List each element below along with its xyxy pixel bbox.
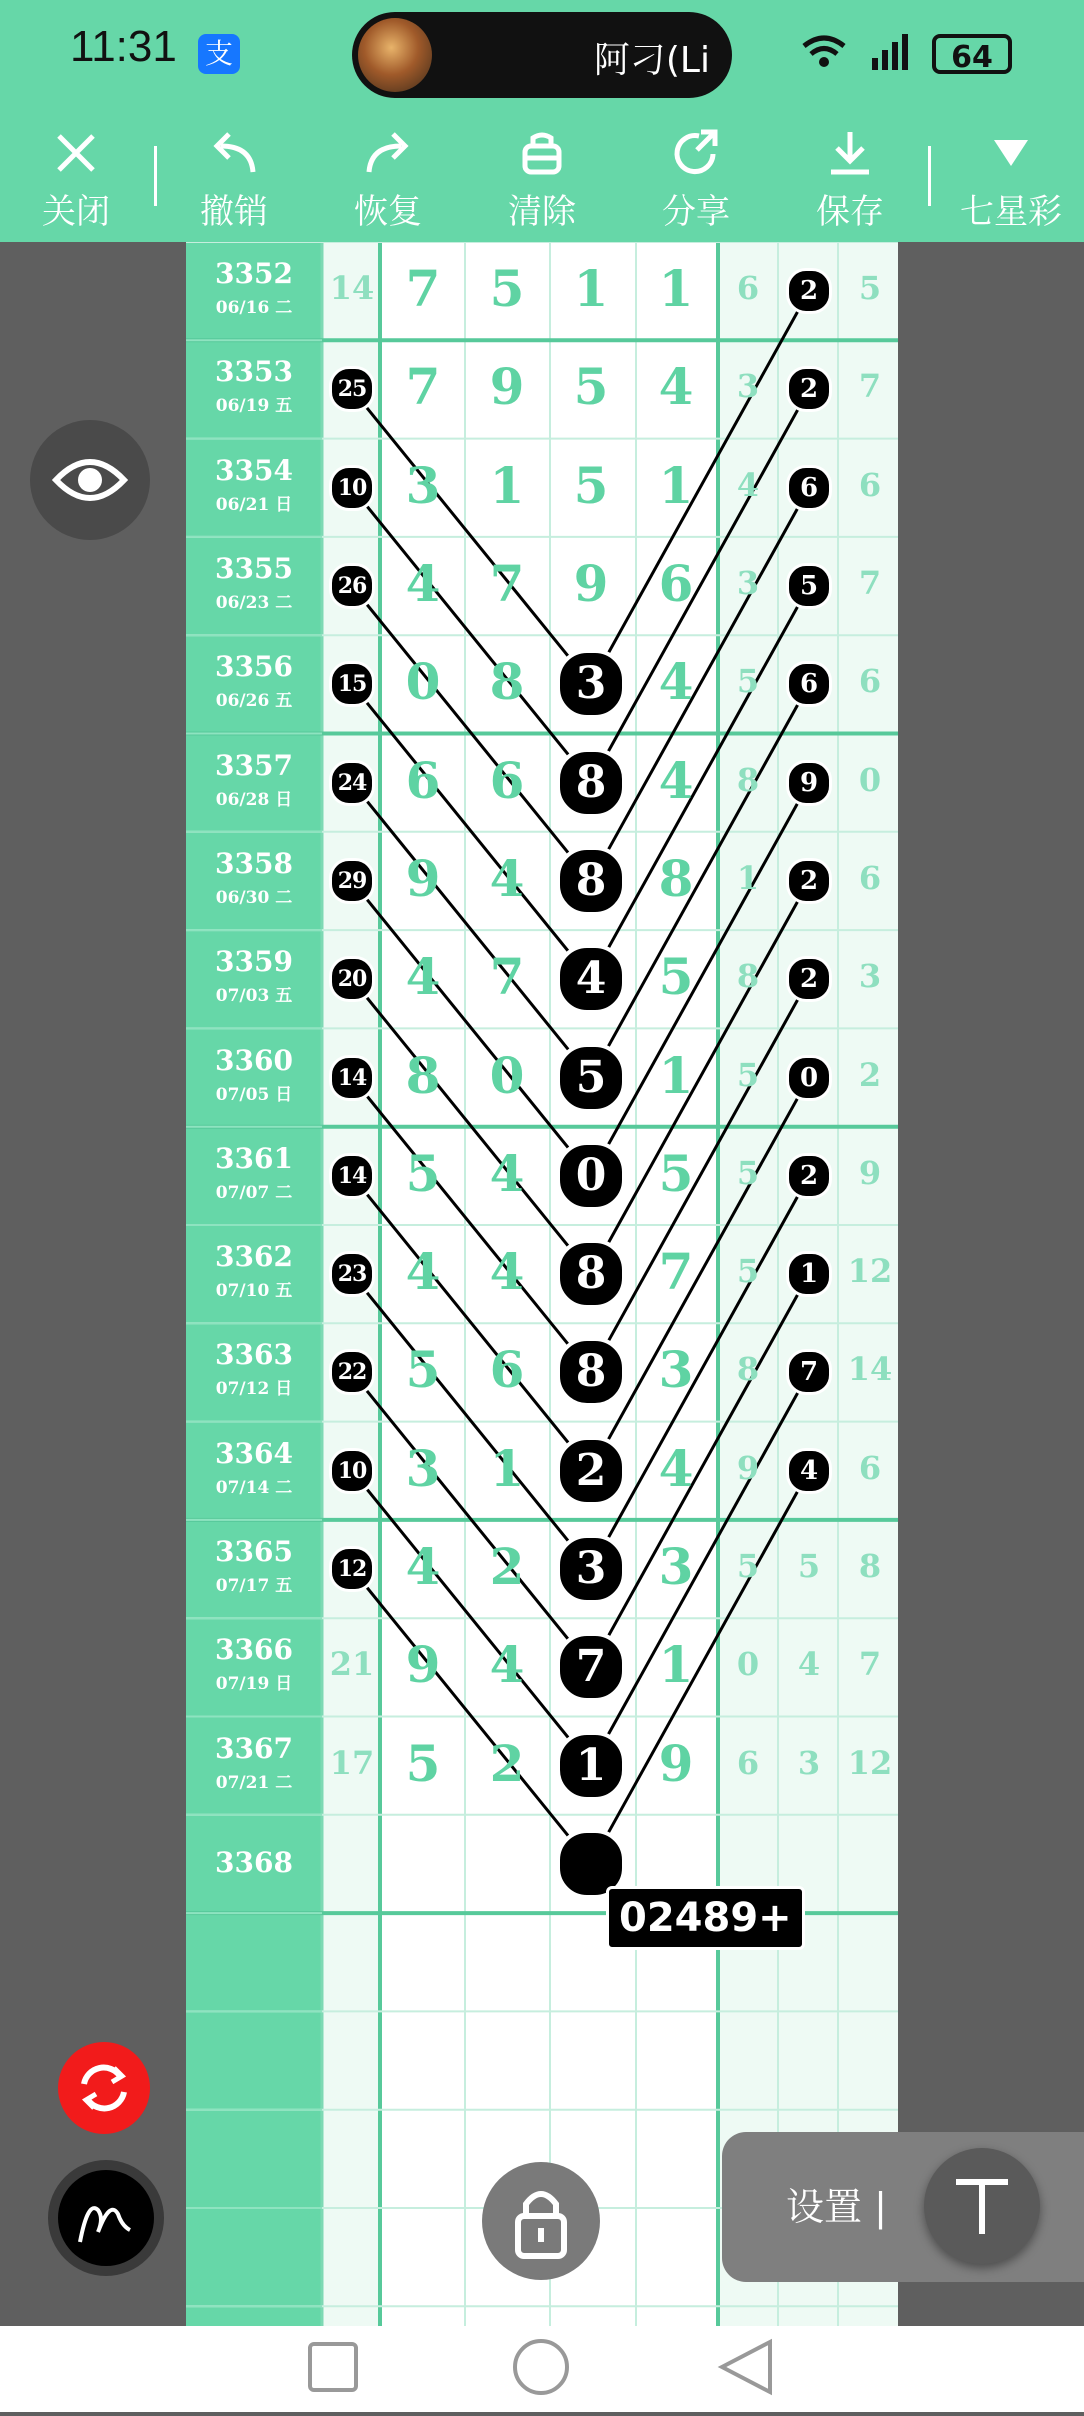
period-number: 3363 [215, 1338, 293, 1372]
grid-cell: 1 [736, 858, 760, 897]
grid-cell: 9 [858, 1153, 882, 1192]
back-icon[interactable] [722, 2342, 770, 2392]
grid-cell: 3 [658, 1537, 694, 1597]
grid-cell: 5 [736, 1547, 760, 1586]
grid-cell: 0 [858, 760, 882, 799]
close-button[interactable] [16, 118, 136, 238]
grid-cell: 5 [797, 1547, 821, 1586]
grid-cell: 2 [858, 1055, 882, 1094]
share-icon [671, 128, 721, 178]
grid-cell: 6 [489, 750, 525, 810]
redo-button[interactable] [328, 118, 448, 238]
grid-cell: 5 [736, 1153, 760, 1192]
grid-cell: 7 [405, 259, 441, 319]
grid-cell: 4 [736, 465, 760, 504]
lock-icon [482, 2162, 600, 2280]
grid-cell: 7 [405, 357, 441, 417]
period-number: 3356 [215, 650, 293, 684]
eye-toggle-button[interactable] [30, 420, 150, 540]
marked-ball-right[interactable]: 4 [786, 1448, 832, 1494]
marked-ball-center[interactable]: 8 [556, 1337, 626, 1407]
period-number: 3361 [215, 1141, 293, 1175]
grid-cell: 4 [489, 1242, 525, 1302]
marked-ball-left[interactable]: 20 [329, 956, 375, 1002]
grid-cell: 8 [658, 848, 694, 908]
grid-cell: 5 [658, 947, 694, 1007]
grid-cell: 6 [858, 858, 882, 897]
grid-cell: 4 [797, 1645, 821, 1684]
grid-cell: 8 [736, 1350, 760, 1389]
period-number: 3360 [215, 1043, 293, 1077]
close-label: 关闭 [42, 192, 110, 232]
marked-ball-center[interactable]: 2 [556, 1436, 626, 1506]
grid-cell: 14 [847, 1350, 893, 1389]
signal-icons [800, 28, 920, 82]
marked-ball-center[interactable]: 3 [556, 649, 626, 719]
marked-ball-center[interactable]: 5 [556, 1043, 626, 1113]
period-number: 3366 [215, 1633, 293, 1667]
period-date: 06/21 日 [215, 494, 293, 515]
redo-label: 恢复 [354, 192, 422, 232]
grid-cell: 6 [858, 662, 882, 701]
lottery-select[interactable] [946, 118, 1076, 238]
period-date: 07/05 日 [215, 1084, 293, 1105]
pen-tool-button[interactable] [48, 2160, 164, 2276]
marked-ball-left[interactable]: 10 [329, 465, 375, 511]
clear-button[interactable] [482, 118, 602, 238]
grid-cell: 1 [573, 259, 609, 319]
grid-cell: 5 [405, 1143, 441, 1203]
marked-ball-left[interactable]: 26 [329, 563, 375, 609]
period-date: 07/14 二 [215, 1477, 293, 1498]
grid-cell: 1 [489, 1438, 525, 1498]
grid-cell: 8 [858, 1547, 882, 1586]
marked-ball-center[interactable]: 8 [556, 846, 626, 916]
recent-apps-icon[interactable] [310, 2344, 356, 2390]
download-icon [825, 128, 875, 178]
grid-cell: 8 [736, 957, 760, 996]
marked-ball-left[interactable]: 15 [329, 661, 375, 707]
marked-ball-right[interactable]: 9 [786, 760, 832, 806]
marked-ball-center[interactable]: 1 [556, 1731, 626, 1801]
share-button[interactable] [636, 118, 756, 238]
marked-ball-right[interactable]: 7 [786, 1349, 832, 1395]
home-icon[interactable] [515, 2341, 567, 2393]
marked-ball-center[interactable]: 8 [556, 748, 626, 818]
signature-pen-icon [58, 2170, 154, 2266]
marked-ball-right[interactable]: 5 [786, 563, 832, 609]
grid-cell: 0 [405, 652, 441, 712]
period-date: 06/16 二 [215, 298, 293, 319]
marked-ball-left[interactable]: 24 [329, 760, 375, 806]
marked-ball-center[interactable]: 4 [556, 944, 626, 1014]
grid-cell: 5 [736, 662, 760, 701]
grid-cell: 14 [329, 269, 375, 308]
grid-cell: 4 [405, 554, 441, 614]
period-date: 07/19 日 [215, 1674, 293, 1695]
dropdown-triangle-icon [986, 128, 1036, 178]
drawing-toolbar [0, 110, 1084, 242]
marked-ball-right[interactable]: 2 [786, 268, 832, 314]
grid-cell: 2 [489, 1537, 525, 1597]
pill-title: 阿刁(Li [593, 40, 710, 81]
grid-cell: 5 [489, 259, 525, 319]
grid-cell: 5 [405, 1733, 441, 1793]
grid-canvas [0, 242, 1084, 2326]
grid-cell: 8 [405, 1045, 441, 1105]
period-date: 07/17 五 [215, 1576, 293, 1597]
marked-ball-left[interactable]: 22 [329, 1349, 375, 1395]
lottery-label: 七星彩 [960, 192, 1062, 232]
chart-board[interactable] [0, 242, 1084, 2326]
grid-cell: 5 [658, 1143, 694, 1203]
grid-cell: 9 [658, 1733, 694, 1793]
grid-cell: 7 [858, 1645, 882, 1684]
grid-cell: 6 [736, 1743, 760, 1782]
marked-ball-left[interactable]: 14 [329, 1153, 375, 1199]
grid-cell: 3 [736, 564, 760, 603]
status-bar [0, 0, 1084, 110]
grid-cell: 1 [658, 259, 694, 319]
grid-cell: 3 [797, 1743, 821, 1782]
media-pill[interactable] [352, 12, 732, 98]
period-number: 3352 [215, 257, 293, 291]
period-date: 07/10 五 [215, 1281, 293, 1302]
grid-cell: 0 [489, 1045, 525, 1105]
lock-button[interactable] [482, 2162, 600, 2280]
grid-cell: 4 [658, 652, 694, 712]
period-number: 3354 [215, 453, 293, 487]
grid-cell: 5 [736, 1252, 760, 1291]
marked-ball-center[interactable]: 0 [556, 1141, 626, 1211]
grid-cell: 21 [329, 1645, 375, 1684]
grid-cell: 2 [489, 1733, 525, 1793]
grid-cell: 3 [658, 1340, 694, 1400]
period-date: 06/26 五 [215, 691, 293, 712]
period-number: 3357 [215, 748, 293, 782]
grid-cell: 4 [658, 750, 694, 810]
marked-ball-right[interactable]: 2 [786, 1153, 832, 1199]
period-number: 3359 [215, 945, 293, 979]
period-number: 3358 [215, 846, 293, 880]
undo-icon [209, 128, 259, 178]
period-date: 07/03 五 [215, 986, 293, 1007]
avatar [358, 18, 432, 92]
period-number: 3368 [215, 1845, 293, 1879]
grid-cell: 7 [858, 564, 882, 603]
status-time: 11:31 [70, 22, 177, 71]
marked-ball-left[interactable]: 12 [329, 1546, 375, 1592]
pen-icon-bg [58, 2170, 154, 2266]
period-date: 07/12 日 [215, 1379, 293, 1400]
marked-ball-center[interactable]: 7 [556, 1632, 626, 1702]
grid-cell: 4 [405, 1242, 441, 1302]
grid-cell: 6 [489, 1340, 525, 1400]
toolbar-divider [928, 146, 931, 206]
marked-ball-left[interactable]: 29 [329, 858, 375, 904]
grid-cell: 12 [847, 1743, 893, 1782]
battery-icon: 64 [932, 34, 1012, 74]
grid-cell: 7 [489, 947, 525, 1007]
grid-cell: 4 [405, 947, 441, 1007]
period-number: 3367 [215, 1731, 293, 1765]
marked-ball-right[interactable]: 1 [786, 1251, 832, 1297]
grid-cell: 8 [736, 760, 760, 799]
save-button[interactable] [790, 118, 910, 238]
grid-cell: 7 [658, 1242, 694, 1302]
close-icon [51, 128, 101, 178]
grid-cell: 9 [405, 848, 441, 908]
system-nav-bar [0, 2326, 1084, 2412]
eraser-icon [517, 128, 567, 178]
grid-cell: 4 [489, 848, 525, 908]
text-tool-button[interactable] [924, 2148, 1040, 2264]
grid-cell: 9 [489, 357, 525, 417]
marked-ball-left[interactable]: 14 [329, 1055, 375, 1101]
grid-cell: 1 [658, 455, 694, 515]
period-date: 06/23 二 [215, 593, 293, 614]
grid-cell: 4 [405, 1537, 441, 1597]
period-number: 3355 [215, 552, 293, 586]
clear-label: 清除 [508, 192, 576, 232]
grid-cell: 9 [405, 1635, 441, 1695]
undo-button[interactable] [174, 118, 294, 238]
marked-ball-left[interactable]: 25 [329, 366, 375, 412]
text-t-icon [924, 2148, 1040, 2264]
marked-ball-left[interactable]: 10 [329, 1448, 375, 1494]
marked-ball-right[interactable]: 6 [786, 661, 832, 707]
refresh-icon [58, 2042, 150, 2134]
grid-cell: 3 [858, 957, 882, 996]
grid-cell: 9 [736, 1448, 760, 1487]
marked-ball-right[interactable]: 0 [786, 1055, 832, 1101]
settings-label: 设置 | [786, 2185, 887, 2229]
eye-icon [30, 420, 150, 540]
grid-cell: 4 [658, 357, 694, 417]
period-date: 06/19 五 [215, 396, 293, 417]
save-label: 保存 [816, 192, 884, 232]
alipay-icon: 支 [198, 34, 240, 74]
marked-ball-right[interactable]: 6 [786, 465, 832, 511]
period-number: 3365 [215, 1535, 293, 1569]
prediction-annotation[interactable]: 02489+ [606, 1886, 805, 1950]
marked-ball-left[interactable]: 23 [329, 1251, 375, 1297]
grid-cell: 4 [658, 1438, 694, 1498]
marked-ball-right[interactable]: 2 [786, 858, 832, 904]
undo-label: 撤销 [200, 192, 268, 232]
grid-cell: 12 [847, 1252, 893, 1291]
period-date: 07/21 二 [215, 1772, 293, 1793]
grid-cell: 0 [736, 1645, 760, 1684]
period-number: 3362 [215, 1240, 293, 1274]
grid-cell: 7 [489, 554, 525, 614]
grid-cell: 3 [405, 1438, 441, 1498]
grid-cell: 5 [573, 357, 609, 417]
grid-cell: 17 [329, 1743, 375, 1782]
toolbar-divider [154, 146, 157, 206]
marked-ball-right[interactable]: 2 [786, 366, 832, 412]
grid-cell: 8 [489, 652, 525, 712]
period-date: 07/07 二 [215, 1182, 293, 1203]
grid-cell: 1 [658, 1045, 694, 1105]
grid-cell: 5 [736, 1055, 760, 1094]
marked-ball-center[interactable]: 3 [556, 1534, 626, 1604]
grid-cell: 3 [405, 455, 441, 515]
grid-cell: 5 [858, 269, 882, 308]
marked-ball-right[interactable]: 2 [786, 956, 832, 1002]
grid-cell: 5 [405, 1340, 441, 1400]
period-number: 3364 [215, 1436, 293, 1470]
period-number: 3353 [215, 355, 293, 389]
redo-icon [363, 128, 413, 178]
grid-cell: 5 [573, 455, 609, 515]
grid-cell: 6 [736, 269, 760, 308]
grid-cell: 1 [489, 455, 525, 515]
refresh-button[interactable] [58, 2042, 150, 2134]
grid-cell: 6 [858, 465, 882, 504]
period-date: 06/30 二 [215, 887, 293, 908]
wifi-signal-icon [800, 28, 920, 74]
grid-cell: 4 [489, 1635, 525, 1695]
marked-ball-center[interactable]: 8 [556, 1239, 626, 1309]
grid-cell: 4 [489, 1143, 525, 1203]
period-date: 06/28 日 [215, 789, 293, 810]
grid-cell: 7 [858, 367, 882, 406]
grid-cell: 3 [736, 367, 760, 406]
grid-cell: 6 [405, 750, 441, 810]
grid-cell: 9 [573, 554, 609, 614]
grid-cell: 6 [658, 554, 694, 614]
share-label: 分享 [662, 192, 730, 232]
grid-cell: 1 [658, 1635, 694, 1695]
grid-cell: 6 [858, 1448, 882, 1487]
